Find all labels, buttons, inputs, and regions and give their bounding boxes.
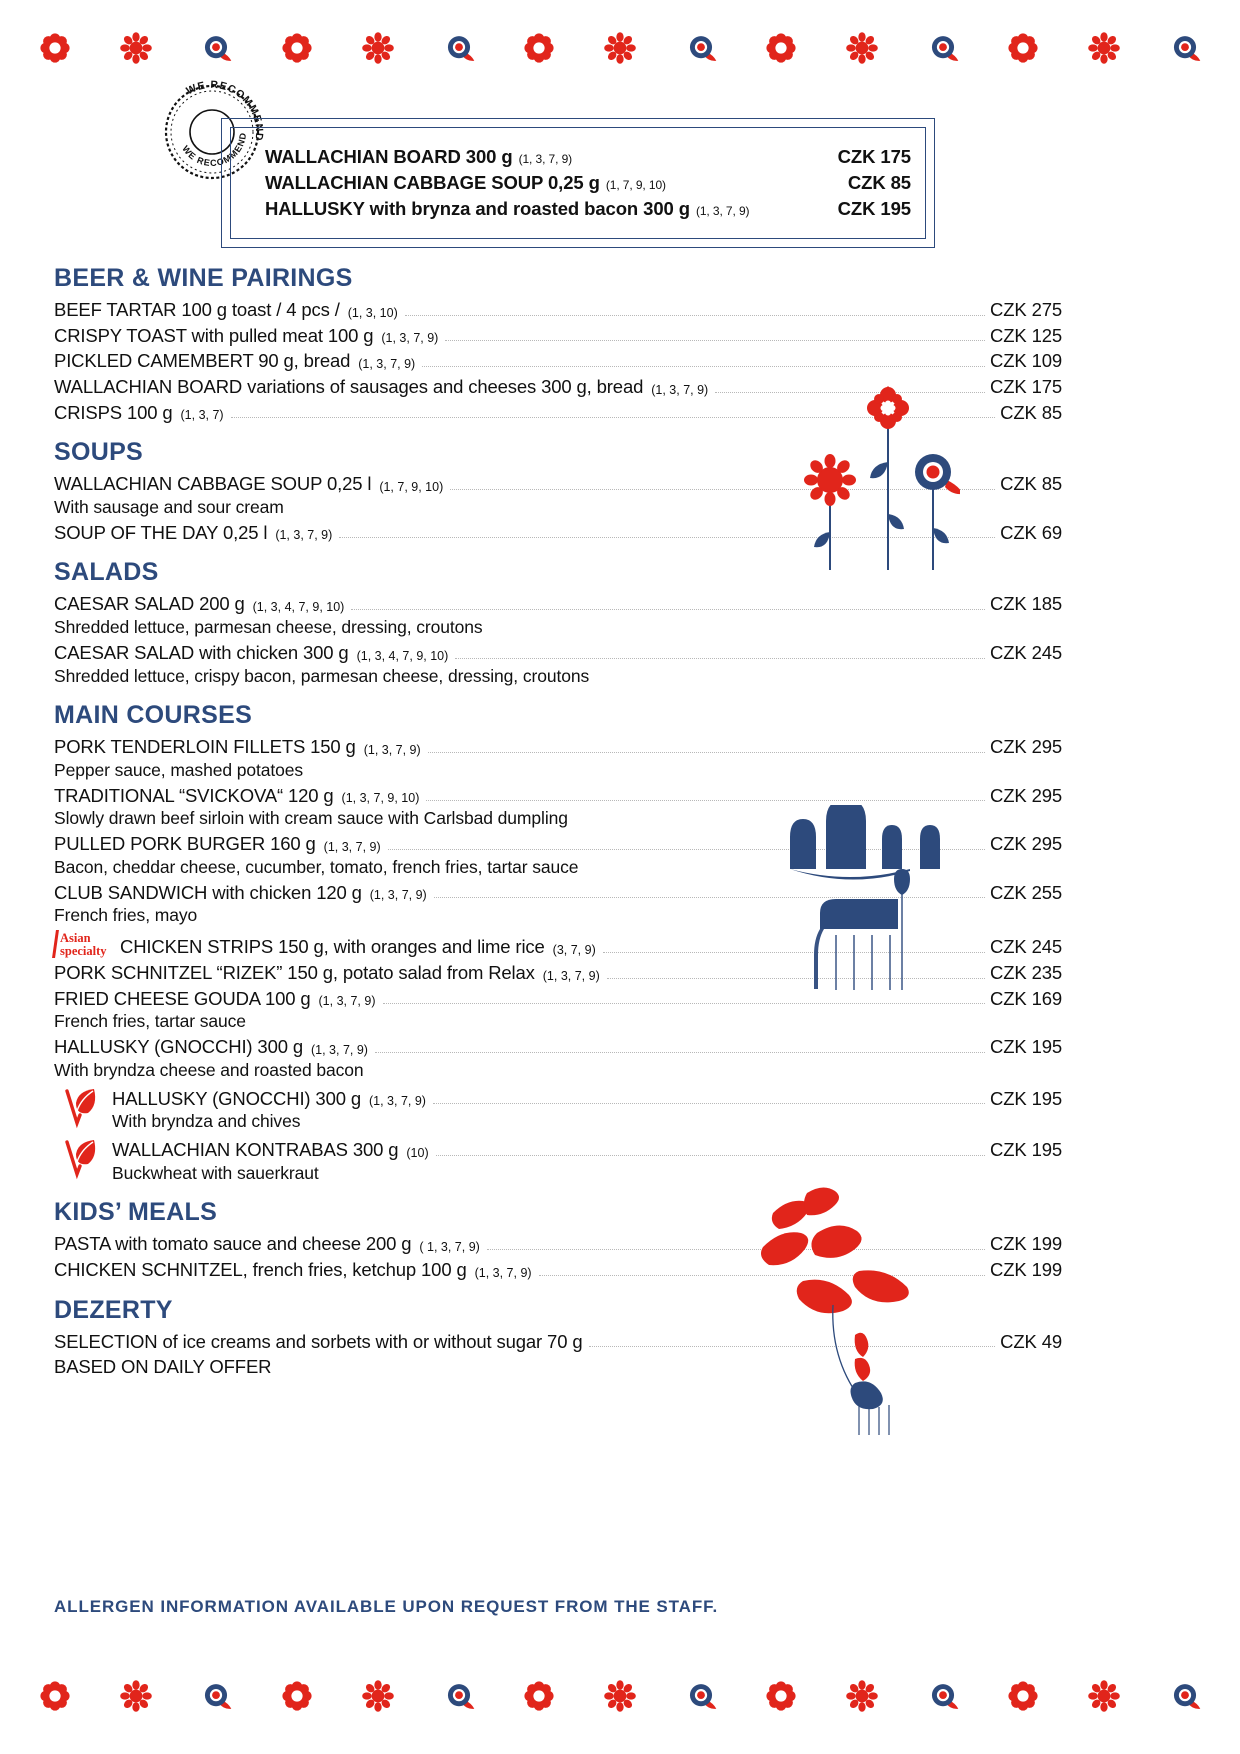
flower-ring-icon (522, 31, 556, 65)
target-flower-icon (926, 1679, 960, 1713)
menu-item-line (54, 1330, 1062, 1354)
menu-item-description: Shredded lettuce, parmesan cheese, dressing, croutons (54, 617, 483, 638)
menu-item-name: CHICKEN STRIPS 150 g, with oranges and lime rice (120, 936, 545, 958)
menu-item-name: SOUP OF THE DAY 0,25 l (54, 521, 268, 543)
dotted-leader (388, 849, 985, 850)
menu-item-description: Buckwheat with sauerkraut (112, 1162, 319, 1183)
menu-item (54, 375, 1062, 399)
menu-item (54, 929, 1062, 959)
starburst-icon (845, 1679, 879, 1713)
menu-item-name: CAESAR SALAD 200 g (54, 593, 245, 615)
menu-item-name: BEEF TARTAR 100 g toast / 4 pcs / (54, 299, 340, 320)
menu-item (54, 784, 1062, 830)
menu-item (54, 1355, 1062, 1379)
menu-item-price: CZK 195 (990, 1138, 1062, 1160)
menu-item-description: Shredded lettuce, crispy bacon, parmesan cheese, dressing, croutons (54, 665, 590, 686)
allergen-codes: (1, 3, 7) (180, 408, 224, 423)
menu-item-price: CZK 49 (1000, 1330, 1062, 1352)
section-title: MAIN COURSES (54, 701, 253, 730)
menu-item (54, 832, 1062, 878)
menu-item-price: CZK 275 (990, 299, 1062, 320)
flower-ring-icon (38, 1679, 72, 1713)
dotted-leader (231, 417, 996, 418)
flower-ring-icon (280, 1679, 314, 1713)
allergen-codes: (1, 3, 7, 9) (518, 152, 573, 166)
allergen-codes: (1, 3, 7, 9) (474, 1265, 532, 1280)
menu-item-price: CZK 195 (990, 1036, 1062, 1058)
starburst-icon (119, 1679, 153, 1713)
menu-item-name: WALLACHIAN CABBAGE SOUP 0,25 l (54, 473, 372, 495)
allergen-codes: (1, 7, 9, 10) (605, 178, 666, 192)
menu-item-line (54, 641, 1062, 665)
recommended-item-name: WALLACHIAN BOARD 300 g (265, 146, 513, 167)
target-flower-icon (442, 1679, 476, 1713)
menu-item-name: PICKLED CAMEMBERT 90 g, bread (54, 350, 351, 372)
target-flower-icon (1168, 1679, 1202, 1713)
dotted-leader (434, 897, 985, 898)
menu-item-description: Pepper sauce, mashed potatoes (54, 759, 304, 780)
allergen-codes: (1, 3, 10) (347, 305, 398, 320)
dotted-leader (603, 952, 985, 953)
flower-ring-icon (764, 1679, 798, 1713)
allergen-codes: (1, 3, 4, 7, 9, 10) (252, 600, 345, 615)
menu-item-line (54, 401, 1062, 425)
flower-ring-icon (1006, 1679, 1040, 1713)
menu-item-line (54, 324, 1062, 348)
menu-item-line (54, 881, 1062, 905)
menu-item (54, 641, 1062, 687)
vegetarian-leaf-icon (64, 1138, 100, 1180)
menu-item-name: WALLACHIAN KONTRABAS 300 g (112, 1138, 399, 1160)
dotted-leader (428, 752, 985, 753)
menu-item (54, 1330, 1062, 1354)
starburst-icon (1087, 31, 1121, 65)
menu-item-price: CZK 245 (990, 936, 1062, 958)
dotted-leader (445, 340, 985, 341)
menu-item-line (54, 592, 1062, 616)
menu-item-name: PORK TENDERLOIN FILLETS 150 g (54, 736, 356, 758)
flower-ring-icon (1006, 31, 1040, 65)
target-flower-icon (684, 31, 718, 65)
menu-item-price: CZK 195 (990, 1087, 1062, 1109)
menu-item (54, 521, 1062, 545)
target-flower-icon (926, 31, 960, 65)
menu-item-price: CZK 125 (990, 324, 1062, 346)
recommended-item-name: HALLUSKY with brynza and roasted bacon 300 g (265, 198, 690, 219)
menu-item-price: CZK 235 (990, 961, 1062, 983)
dotted-leader (339, 537, 995, 538)
menu-item-line (54, 375, 1062, 399)
menu-item-price: CZK 85 (1000, 401, 1062, 423)
menu-item-name: HALLUSKY (GNOCCHI) 300 g (112, 1087, 361, 1109)
menu-item (54, 1232, 1062, 1256)
allergen-codes: ( 1, 3, 7, 9) (419, 1240, 480, 1255)
menu-item-line (54, 298, 1062, 322)
flower-ring-icon (522, 1679, 556, 1713)
menu-item-description: Slowly drawn beef sirloin with cream sauce with Carlsbad dumpling (54, 808, 568, 829)
starburst-icon (603, 31, 637, 65)
dotted-leader (539, 1275, 985, 1276)
allergen-codes: (1, 3, 7, 9) (369, 888, 427, 903)
dotted-leader (487, 1249, 985, 1250)
allergen-codes: (10) (406, 1145, 429, 1160)
target-flower-icon (1168, 31, 1202, 65)
menu-item-name: CLUB SANDWICH with chicken 120 g (54, 881, 362, 903)
menu-item-price: CZK 199 (990, 1259, 1062, 1281)
recommended-items-box (221, 118, 935, 248)
target-flower-icon (199, 1679, 233, 1713)
dotted-leader (455, 658, 985, 659)
dotted-leader (607, 978, 985, 979)
recommended-item-row (265, 172, 911, 198)
dotted-leader (405, 315, 985, 316)
starburst-icon (119, 31, 153, 65)
menu-item-description: French fries, mayo (54, 905, 198, 926)
menu-item-line (54, 929, 1062, 959)
menu-item-description: French fries, tartar sauce (54, 1011, 246, 1032)
menu-item (54, 881, 1062, 927)
section-title: DEZERTY (54, 1295, 173, 1324)
menu-item-name: PULLED PORK BURGER 160 g (54, 833, 316, 855)
flower-ring-icon (38, 31, 72, 65)
starburst-icon (603, 1679, 637, 1713)
menu-item-price: CZK 255 (990, 881, 1062, 903)
dotted-leader (715, 392, 985, 393)
allergen-codes: (1, 3, 7, 9, 10) (341, 791, 420, 806)
section-title: KIDS’ MEALS (54, 1198, 218, 1227)
menu-item-line (54, 784, 1062, 808)
menu-item (54, 987, 1062, 1033)
menu-item-name: CHICKEN SCHNITZEL, french fries, ketchup 100 g (54, 1259, 467, 1281)
menu-item-line (54, 987, 1062, 1011)
menu-item-price: CZK 169 (990, 987, 1062, 1009)
menu-item-description: With sausage and sour cream (54, 497, 284, 518)
allergen-codes: (1, 3, 7, 9) (695, 204, 750, 218)
recommended-items-list (265, 146, 911, 224)
svg-text:WE RECOMMEND: WE RECOMMEND (180, 131, 249, 169)
menu-item-price: CZK 245 (990, 641, 1062, 663)
allergen-codes: (1, 3, 7, 9) (358, 357, 416, 372)
menu-item (54, 472, 1062, 518)
recommended-item-row (265, 198, 911, 224)
dotted-leader (422, 366, 985, 367)
allergen-codes: (1, 3, 7, 9) (323, 839, 381, 854)
section-title: SALADS (54, 558, 159, 587)
menu-item (54, 735, 1062, 781)
dotted-leader (383, 1003, 986, 1004)
dotted-leader (426, 800, 985, 801)
menu-item-price: CZK 295 (990, 784, 1062, 806)
menu-item-name: PORK SCHNITZEL “RIZEK” 150 g, potato salad from Relax (54, 961, 535, 983)
top-decorative-border (0, 18, 1240, 78)
menu-item-price: CZK 69 (1000, 521, 1062, 543)
allergen-codes: (1, 3, 7, 9) (381, 331, 439, 346)
menu-item-price: CZK 295 (990, 736, 1062, 758)
allergen-codes: (1, 3, 7, 9) (310, 1042, 368, 1057)
menu-item-line (54, 961, 1062, 985)
menu-item (54, 298, 1062, 322)
menu-item-line (54, 1035, 1062, 1059)
allergen-codes: (1, 3, 7, 9) (275, 528, 333, 543)
allergen-codes: (1, 3, 7, 9) (542, 968, 600, 983)
menu-item-line (54, 1258, 1062, 1282)
allergen-codes: (1, 3, 7, 9) (363, 742, 421, 757)
flower-ring-icon (764, 31, 798, 65)
recommended-item-name: WALLACHIAN CABBAGE SOUP 0,25 g (265, 172, 600, 193)
menu-item-description: With bryndza cheese and roasted bacon (54, 1059, 364, 1080)
starburst-icon (1087, 1679, 1121, 1713)
menu-item-price: CZK 199 (990, 1233, 1062, 1255)
menu-item (54, 1087, 1062, 1133)
recommended-item-row (265, 146, 911, 172)
allergen-codes: (1, 3, 7, 9) (651, 382, 709, 397)
badge-line-1: Asian (60, 930, 91, 945)
svg-text:WE RECOMMEND: WE RECOMMEND (184, 78, 266, 143)
menu-item-line (112, 1087, 1062, 1111)
menu-item (54, 1035, 1062, 1081)
allergen-codes: (1, 3, 7, 9) (368, 1094, 426, 1109)
menu-item-line (54, 349, 1062, 373)
dotted-leader (433, 1103, 985, 1104)
menu-item-price: CZK 85 (1000, 473, 1062, 495)
menu-item-name: TRADITIONAL “SVICKOVA“ 120 g (54, 784, 334, 806)
menu-item-name: CAESAR SALAD with chicken 300 g (54, 641, 349, 663)
menu-item-name: HALLUSKY (GNOCCHI) 300 g (54, 1036, 303, 1058)
allergen-codes: (1, 7, 9, 10) (379, 480, 444, 495)
menu-item-price: CZK 185 (990, 593, 1062, 615)
allergen-information-note: ALLERGEN INFORMATION AVAILABLE UPON REQUEST FROM THE STAFF. (54, 1597, 719, 1616)
allergen-codes: (3, 7, 9) (552, 942, 596, 957)
menu-item-name: SELECTION of ice creams and sorbets with or without sugar 70 g (54, 1330, 583, 1352)
allergen-codes: (1, 3, 7, 9) (318, 994, 376, 1009)
menu-item-name: WALLACHIAN BOARD variations of sausages and cheeses 300 g, bread (54, 376, 644, 398)
dotted-leader (351, 609, 985, 610)
starburst-icon (361, 31, 395, 65)
menu-item-price: CZK 175 (990, 376, 1062, 398)
menu-item-name: PASTA with tomato sauce and cheese 200 g (54, 1233, 412, 1255)
menu-item-name: BASED ON DAILY OFFER (54, 1356, 272, 1378)
dotted-leader (436, 1155, 985, 1156)
starburst-icon (361, 1679, 395, 1713)
menu-item-line (54, 1232, 1062, 1256)
menu-item (54, 961, 1062, 985)
menu-item-description: Bacon, cheddar cheese, cucumber, tomato, french fries, tartar sauce (54, 856, 579, 877)
asian-specialty-badge (54, 929, 116, 959)
recommended-item-price: CZK 175 (837, 146, 911, 167)
menu-item-name: CRISPY TOAST with pulled meat 100 g (54, 324, 374, 346)
dotted-leader (450, 489, 995, 490)
badge-line-2: specialty (60, 943, 107, 958)
recommended-item-price: CZK 195 (837, 198, 911, 219)
menu-item (54, 349, 1062, 373)
flower-ring-icon (280, 31, 314, 65)
vegetarian-leaf-icon (64, 1087, 100, 1129)
menu-item-line (54, 1355, 1062, 1379)
bottom-decorative-border (0, 1666, 1240, 1726)
menu-item-line (54, 521, 1062, 545)
target-flower-icon (199, 31, 233, 65)
badge-bar (52, 930, 59, 958)
section-title: BEER & WINE PAIRINGS (54, 264, 353, 292)
menu-item (54, 1138, 1062, 1184)
dotted-leader (375, 1052, 985, 1053)
menu-item-line (54, 832, 1062, 856)
section-title: SOUPS (54, 438, 144, 467)
starburst-icon (845, 31, 879, 65)
allergen-codes: (1, 3, 4, 7, 9, 10) (356, 648, 449, 663)
menu-item-line (54, 472, 1062, 496)
menu-item-line (112, 1138, 1062, 1162)
dotted-leader (589, 1346, 995, 1347)
menu-item-line (54, 735, 1062, 759)
recommended-item-price: CZK 85 (847, 172, 911, 193)
target-flower-icon (442, 31, 476, 65)
menu-item-name: CRISPS 100 g (54, 401, 173, 423)
menu-item-price: CZK 295 (990, 833, 1062, 855)
menu-item (54, 592, 1062, 638)
target-flower-icon (684, 1679, 718, 1713)
menu-item (54, 324, 1062, 348)
menu-item-description: With bryndza and chives (112, 1111, 301, 1132)
menu-sections (54, 264, 1062, 1381)
menu-item (54, 1258, 1062, 1282)
menu-item-name: FRIED CHEESE GOUDA 100 g (54, 987, 311, 1009)
menu-item (54, 401, 1062, 425)
menu-item-price: CZK 109 (990, 350, 1062, 372)
